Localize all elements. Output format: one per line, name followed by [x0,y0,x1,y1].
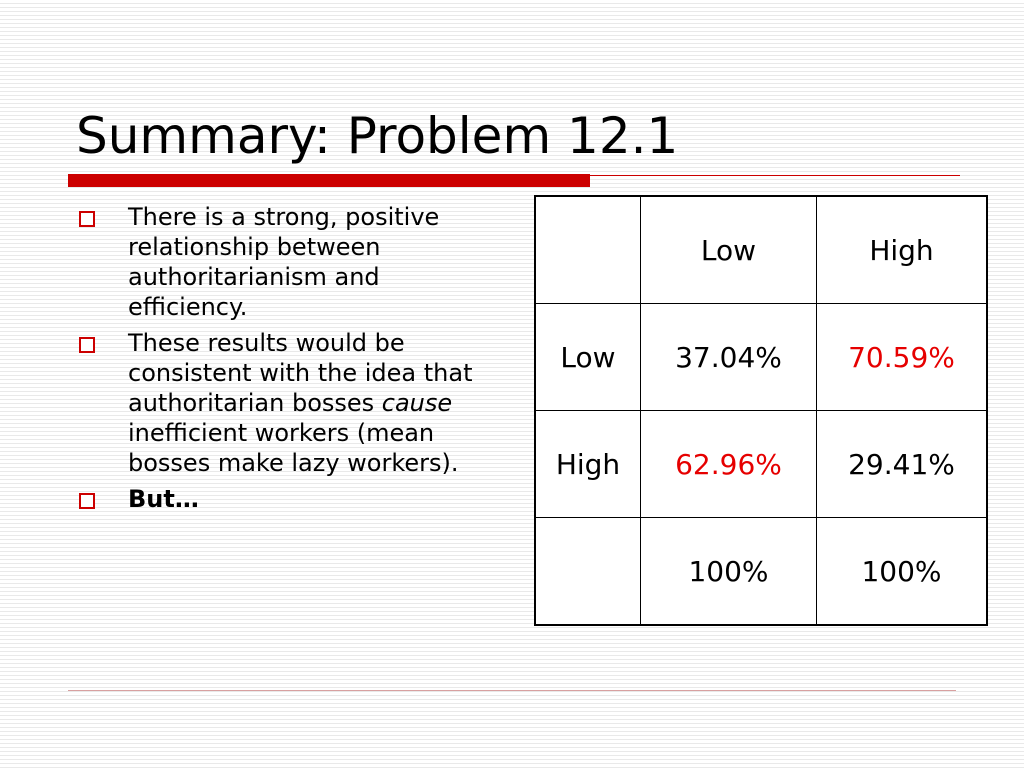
row-header [535,518,641,626]
table-cell-total: 100% [817,518,988,626]
table-row [535,196,987,304]
square-bullet-icon [79,211,95,227]
table-cell-highlighted: 70.59% [817,304,988,411]
bullet-item [76,328,506,478]
table-cell: 29.41% [817,411,988,518]
square-bullet-icon [79,493,95,509]
row-header: High [535,411,641,518]
bullet-item [76,202,506,322]
table-cell: 37.04% [641,304,817,411]
percentage-table [534,195,988,626]
table-cell-highlighted: 62.96% [641,411,817,518]
table-row [535,304,987,411]
bullet-item [76,484,506,514]
slide-title: Summary: Problem 12.1 [76,107,679,165]
bullet-text-end: inefficient workers (mean bosses make lazy workers). [128,419,459,477]
footer-divider [68,690,956,691]
bullet-text-start: These results would be consistent with the idea that authoritarian bosses [128,329,473,417]
table-row [535,411,987,518]
bullet-list [76,202,506,520]
table-cell-total: 100% [641,518,817,626]
title-underline-thick [68,174,590,187]
column-header: High [817,196,988,304]
bullet-text: But… [128,485,199,513]
table-cell-corner [535,196,641,304]
bullet-emphasis: cause [381,389,453,417]
column-header: Low [641,196,817,304]
bullet-text: There is a strong, positive relationship between authoritarianism and efficiency. [128,203,440,321]
title-underline-thin [590,175,960,176]
row-header: Low [535,304,641,411]
table-row [535,518,987,626]
square-bullet-icon [79,337,95,353]
